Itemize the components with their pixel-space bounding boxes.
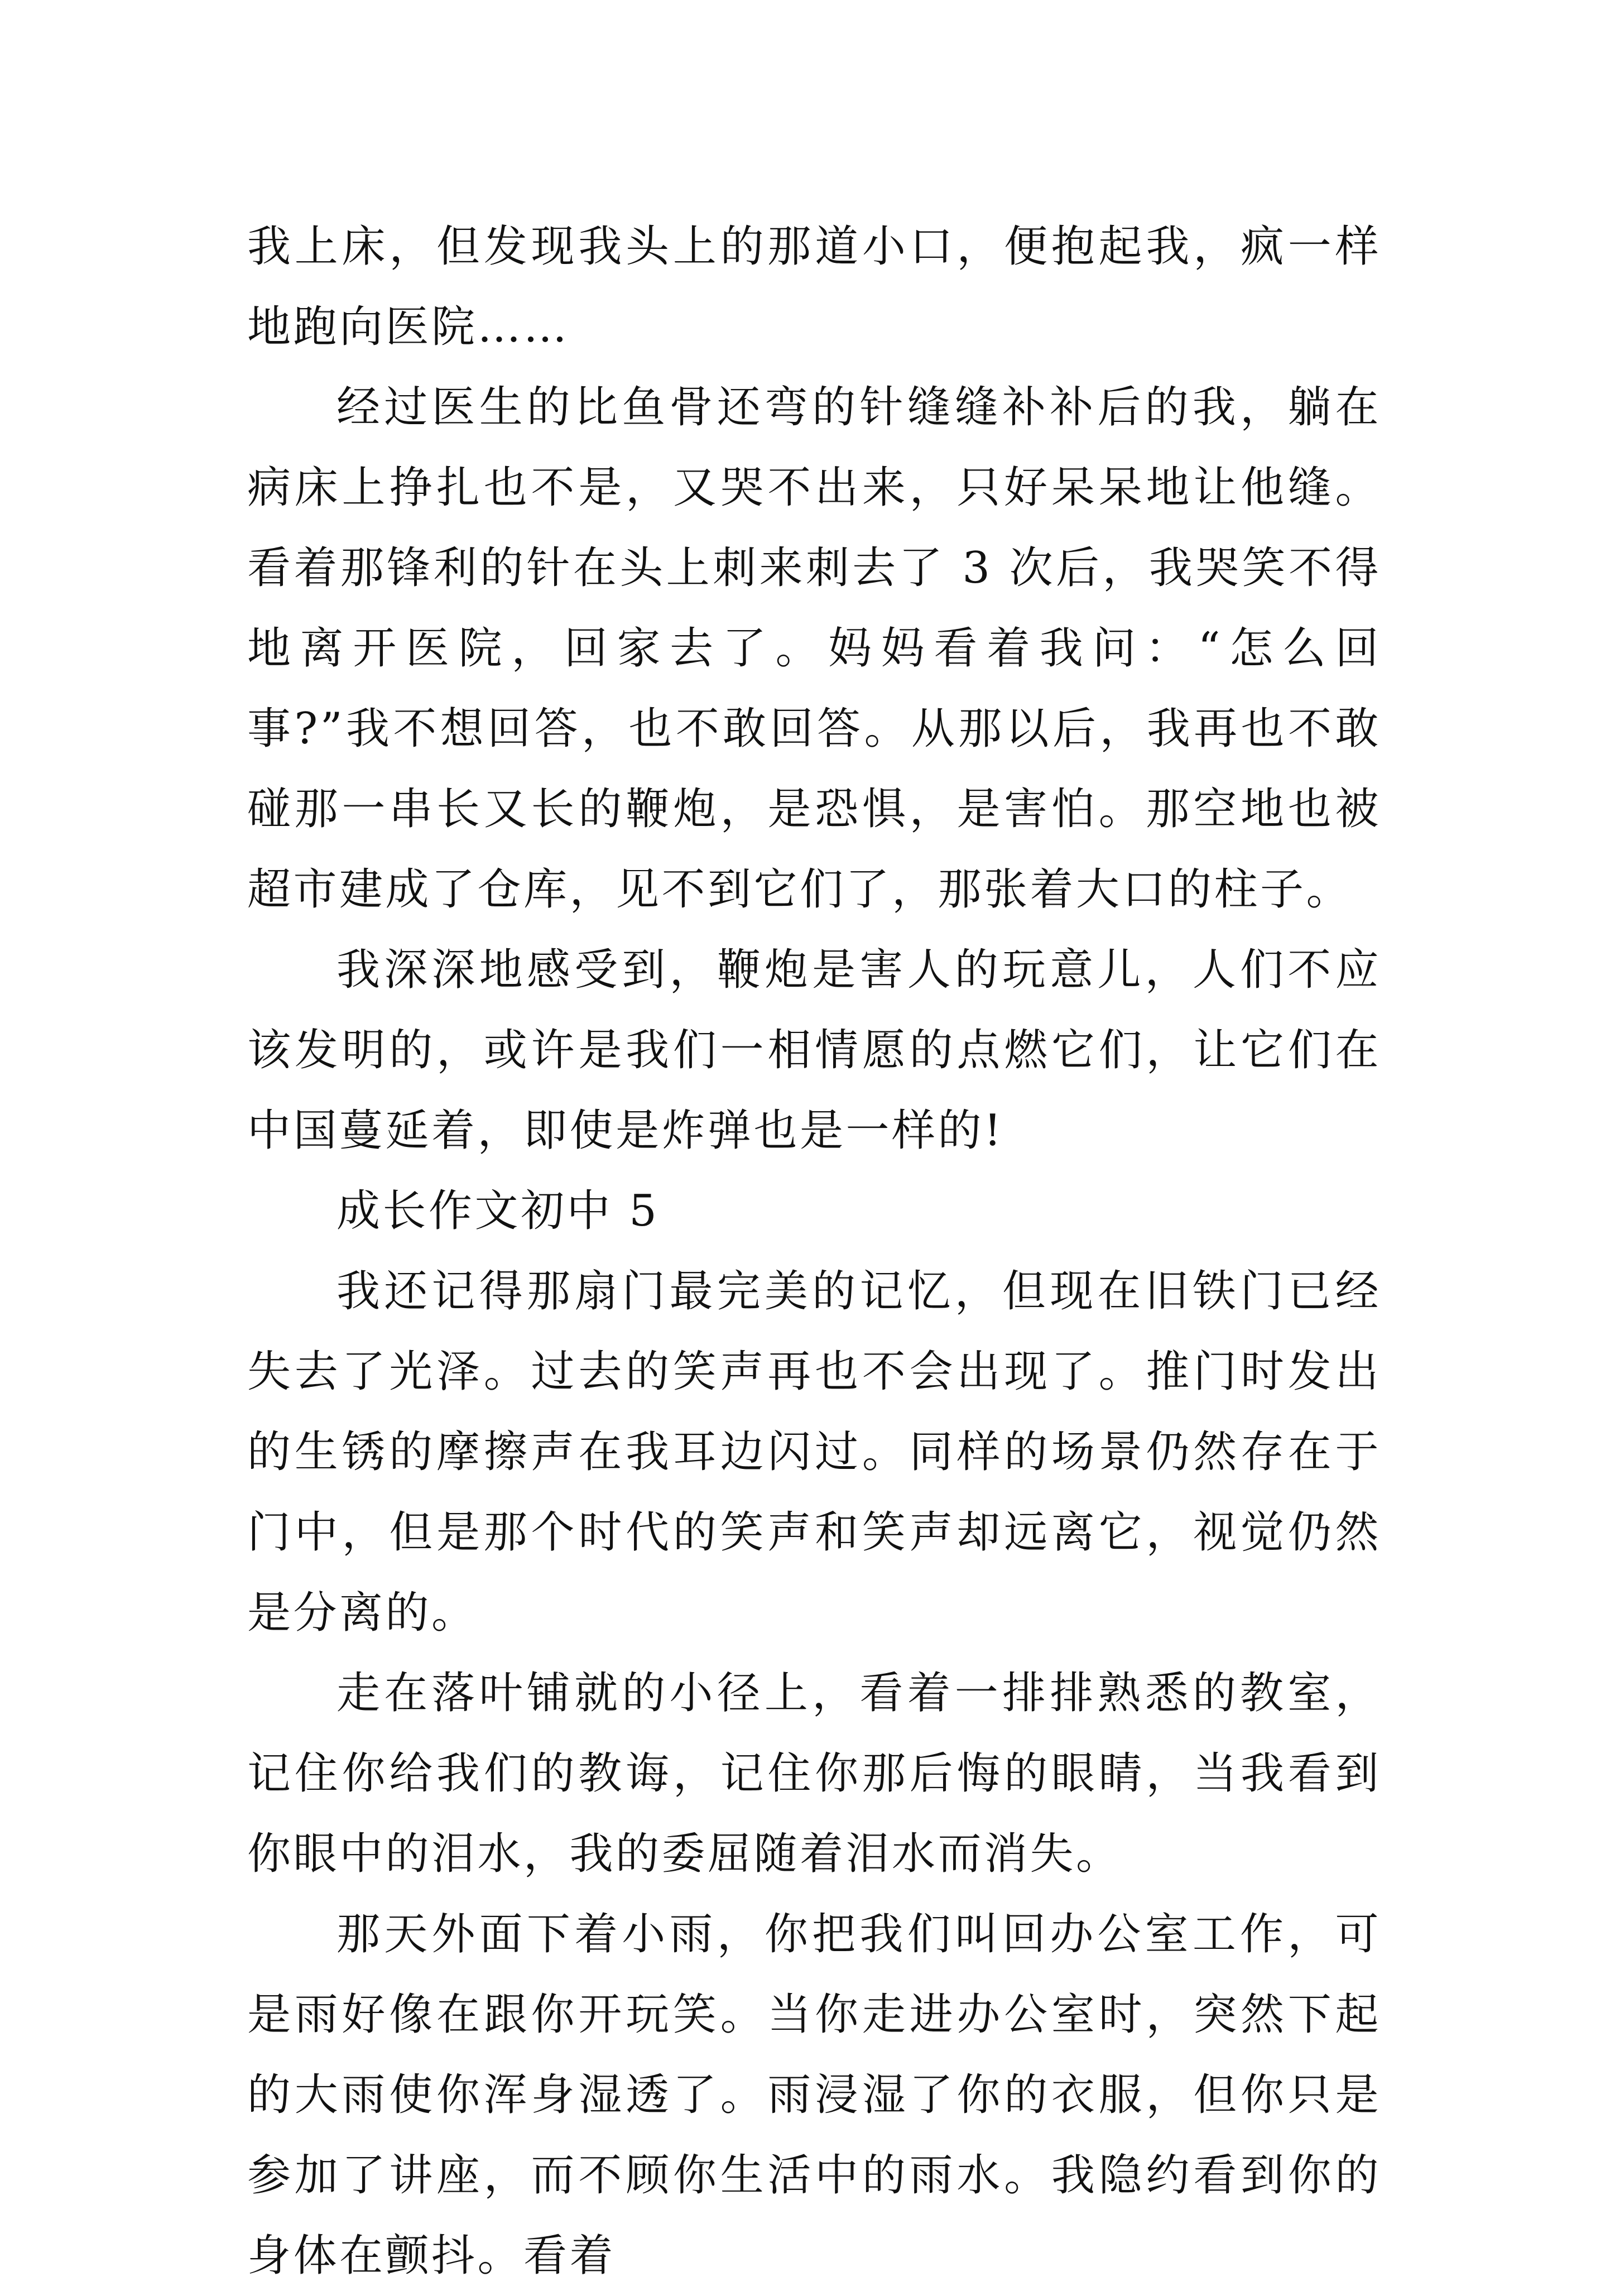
document-body — [247, 206, 1381, 2296]
paragraph-rain: 那天外面下着小雨，你把我们叫回办公室工作，可是雨好像在跟你开玩笑。当你走进办公室时，突然下起的大雨使你浑身湿透了。雨浸湿了你的衣服，但你只是参加了讲座，而不顾你生活中的雨水。我隐约看到你的身体在颤抖。看着 — [247, 1909, 1381, 2281]
paragraph-continued: 我上床，但发现我头上的那道小口，便抱起我，疯一样地跑向医院…… — [247, 222, 1381, 352]
paragraph-hospital: 经过医生的比鱼骨还弯的针缝缝补补后的我，躺在病床上挣扎也不是，又哭不出来，只好呆呆地让他缝。看着那锋利的针在头上刺来刺去了 3 次后，我哭笑不得地离开医院，回家去了。妈妈看着我问：“怎么回事?”我不想回答，也不敢回答。从那以后，我再也不敢碰那一串长又长的鞭炮，是恐惧，是害怕。那空地也被超市建成了仓库，见不到它们了，那张着大口的柱子。 — [247, 382, 1381, 915]
paragraph-path: 走在落叶铺就的小径上，看着一排排熟悉的教室，记住你给我们的教诲，记住你那后悔的眼睛，当我看到你眼中的泪水，我的委屈随着泪水而消失。 — [247, 1668, 1381, 1879]
paragraph-iron-gate: 我还记得那扇门最完美的记忆，但现在旧铁门已经失去了光泽。过去的笑声再也不会出现了。推门时发出的生锈的摩擦声在我耳边闪过。同样的场景仍然存在于门中，但是那个时代的笑声和笑声却远离它，视觉仍然是分离的。 — [247, 1266, 1381, 1638]
section-title: 成长作文初中 5 — [337, 1186, 660, 1236]
paragraph-firecracker-reflection: 我深深地感受到，鞭炮是害人的玩意儿，人们不应该发明的，或许是我们一相情愿的点燃它们，让它们在中国蔓延着，即使是炸弹也是一样的! — [247, 945, 1381, 1156]
